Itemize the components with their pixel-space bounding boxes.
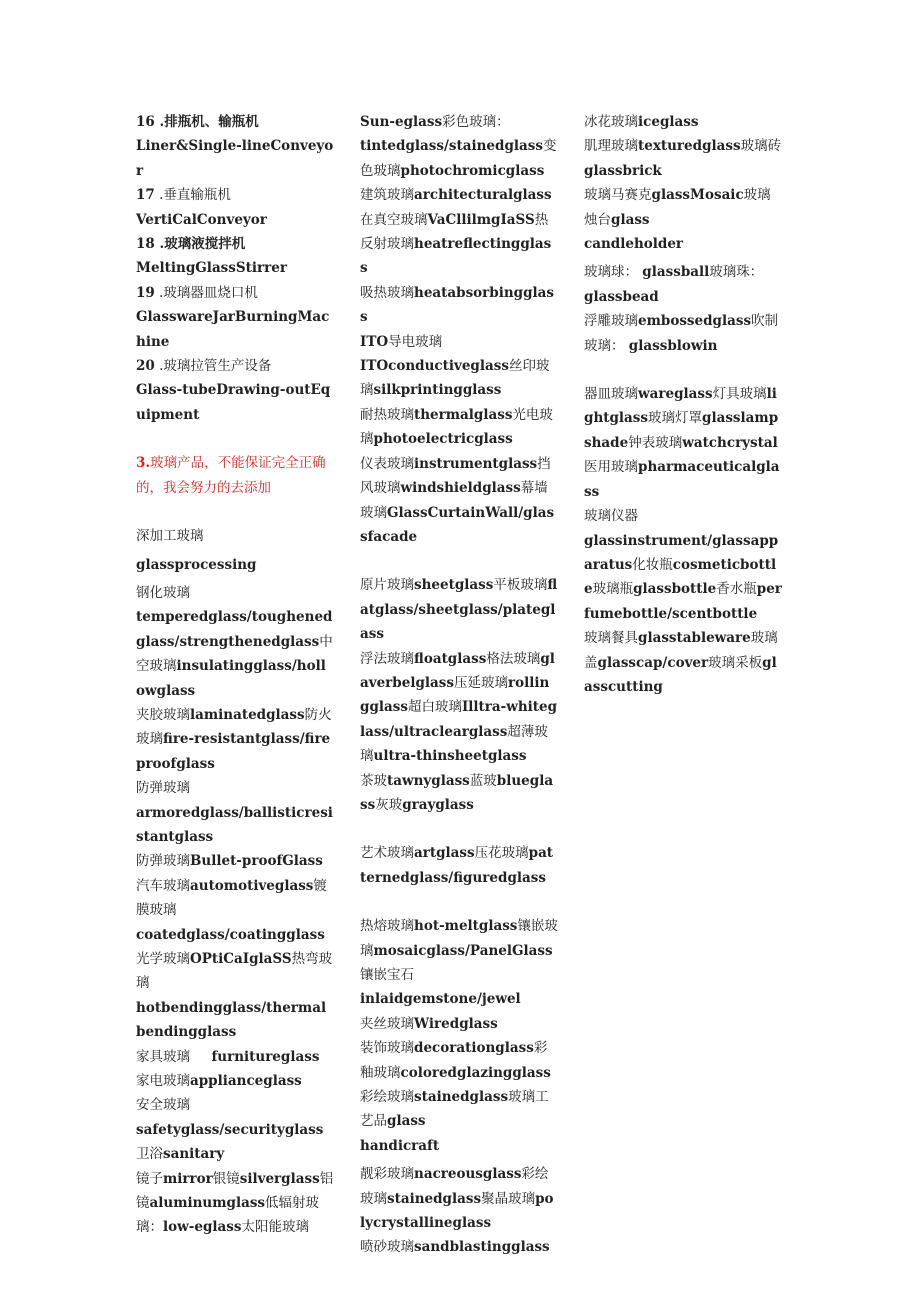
term-cn: 玻璃马赛克	[584, 187, 652, 204]
glossary-paragraph	[360, 841, 558, 890]
term-cn: 吸热玻璃	[360, 284, 414, 301]
term-cn: 防火玻璃	[136, 706, 332, 748]
term-en: pharmaceuticalglass	[584, 459, 780, 500]
term-en: furnitureglass	[211, 1048, 320, 1065]
term-en: Wiredglass	[414, 1015, 498, 1032]
term-cn: 热反射玻璃	[360, 211, 549, 253]
item-text-en: Liner&Single-lineConveyor	[136, 138, 334, 179]
term-cn: 钢化玻璃	[136, 584, 190, 601]
term-en: glassinstrument/glassapparatus	[584, 532, 779, 573]
glossary-paragraph	[360, 1036, 558, 1085]
term-cn: 挡风玻璃	[360, 455, 551, 497]
glossary-paragraph	[584, 626, 782, 699]
term-en: mosaicglass/PanelGlass	[373, 942, 553, 959]
term-en: mirror	[163, 1170, 213, 1187]
term-en: heatabsorbingglass	[360, 284, 555, 326]
term-cn: 喷砂玻璃	[360, 1239, 414, 1256]
item-number: 16	[136, 114, 155, 130]
term-en: polycrystallineglass	[360, 1190, 554, 1232]
term-en: glasscap/cover	[597, 654, 709, 671]
term-cn: 深加工玻璃	[136, 528, 204, 545]
term-cn: 装饰玻璃	[360, 1040, 414, 1057]
term-cn: 镜子	[136, 1170, 163, 1187]
term-en: photoelectricglass	[373, 431, 513, 448]
term-en: iceglass	[638, 114, 699, 130]
glossary-paragraph	[360, 134, 558, 183]
term-en: insulatingglass/hollowglass	[136, 658, 326, 699]
term-en: photochromicglass	[400, 162, 545, 179]
term-en: thermalglass	[414, 406, 513, 423]
term-cn: 玻璃球：	[584, 264, 638, 281]
term-en: flatglass/sheetglass/plateglass	[360, 577, 558, 643]
term-cn: 浮法玻璃	[360, 650, 414, 667]
term-en: low-eglass	[163, 1219, 242, 1236]
glossary-paragraph	[136, 874, 334, 923]
item-number: 17	[136, 187, 155, 204]
term-cn: 家电玻璃	[136, 1073, 190, 1090]
term-cn: 艺术玻璃	[360, 845, 414, 862]
term-en: lightglass	[584, 386, 777, 427]
term-en: VaCllilmgIaSS	[427, 211, 535, 228]
term-en: candleholder	[584, 236, 684, 253]
term-cn: 化妆瓶	[632, 556, 673, 573]
term-en: glaverbelglass	[360, 650, 555, 691]
term-en: aluminumglass	[149, 1195, 266, 1212]
term-cn: 灯具玻璃	[712, 386, 767, 403]
term-cn: 仪表玻璃	[360, 455, 414, 472]
term-en: OPtiCaIglaSS	[190, 951, 292, 967]
text-column-1	[136, 110, 334, 1240]
term-en: ITOconductiveglass	[360, 358, 509, 375]
term-en: safetyglass/securityglass	[136, 1121, 324, 1138]
list-item-20	[136, 354, 334, 378]
glossary-paragraph	[136, 1167, 334, 1240]
term-en: instrumentglass	[414, 455, 538, 472]
glossary-paragraph	[136, 1069, 334, 1093]
term-en: glassbottle	[633, 581, 717, 598]
term-en: tintedglass/stainedglass	[360, 138, 543, 155]
term-cn: 卫浴	[136, 1146, 163, 1163]
term-cn: 丝印玻璃	[360, 358, 550, 399]
term-cn: 玻璃瓶	[592, 581, 634, 598]
term-en: ITO	[360, 333, 389, 350]
glossary-paragraph	[360, 1012, 558, 1036]
glossary-paragraph	[360, 914, 558, 963]
term-cn: 中空玻璃	[136, 633, 333, 675]
glossary-paragraph	[584, 183, 782, 256]
term-cn: 超薄玻璃	[360, 723, 548, 765]
term-en: decorationglass	[414, 1040, 534, 1057]
glossary-paragraph	[136, 1045, 334, 1069]
term-cn: 彩色玻璃：	[442, 114, 510, 130]
glossary-paragraph	[584, 260, 782, 309]
item-number: 18	[136, 236, 155, 253]
item-number: 20	[136, 358, 155, 375]
item-number: 19	[136, 284, 155, 301]
term-cn: 银镜	[212, 1170, 240, 1187]
term-en: texturedglass	[638, 138, 741, 155]
term-en: embossedglass	[638, 313, 752, 330]
section-number: 3.	[136, 455, 151, 472]
term-cn: 汽车玻璃	[136, 877, 190, 894]
glossary-paragraph	[360, 354, 558, 403]
term-cn: 浮雕玻璃	[584, 313, 638, 330]
term-en: blueglass	[360, 772, 554, 813]
term-cn: 玻璃工艺品	[360, 1089, 549, 1130]
term-cn: 冰花玻璃	[584, 114, 638, 130]
term-en: stainedglass	[414, 1089, 509, 1106]
term-cn: 器皿玻璃	[584, 386, 638, 403]
term-en: glass	[611, 211, 650, 228]
term-en: sheetglass	[414, 577, 494, 594]
term-cn: 变色玻璃	[360, 138, 557, 179]
term-cn: 玻璃珠：	[709, 264, 764, 281]
term-cn: 茶玻	[360, 772, 387, 789]
term-cn: 原片玻璃	[360, 577, 414, 594]
item-text-cn: .玻璃拉管生产设备	[154, 358, 272, 375]
term-cn: 玻璃烛台	[584, 187, 771, 228]
term-cn: 靓彩玻璃	[360, 1166, 414, 1183]
glossary-paragraph	[360, 647, 558, 769]
glossary-paragraph	[584, 134, 782, 183]
glossary-paragraph	[584, 309, 782, 358]
term-cn: 耐热玻璃	[360, 406, 414, 423]
glossary-paragraph	[136, 605, 334, 703]
text-column-2	[360, 110, 558, 1260]
glossary-paragraph	[136, 1142, 334, 1166]
term-cn: 超白玻璃	[407, 699, 462, 716]
term-en: watchcrystal	[682, 434, 778, 451]
term-cn: 玻璃砖	[740, 138, 782, 155]
term-cn: 幕墙玻璃	[360, 480, 548, 521]
term-cn: 玻璃盖	[584, 630, 778, 671]
term-cn: 在真空玻璃	[360, 211, 428, 228]
glossary-paragraph	[360, 183, 558, 281]
term-en: sandblastingglass	[414, 1239, 550, 1256]
term-en: perfumebottle/scentbottle	[584, 581, 782, 622]
term-cn: 夹胶玻璃	[136, 706, 190, 723]
term-cn: 安全玻璃	[136, 1097, 190, 1114]
term-cn: 镀膜玻璃	[136, 877, 327, 919]
term-cn: 玻璃采板	[708, 654, 763, 671]
term-en: windshieldglass	[400, 480, 521, 497]
term-cn: 镶嵌宝石	[360, 967, 414, 983]
term-cn: 格法玻璃	[486, 650, 541, 667]
term-en: coatedglass/coatingglass	[136, 926, 325, 943]
term-cn: 低辐射玻璃：	[136, 1195, 320, 1236]
term-cn: 聚晶玻璃	[481, 1190, 536, 1207]
term-en: architecturalglass	[414, 187, 552, 204]
item-text-en: Glass-tubeDrawing-outEquipment	[136, 382, 331, 423]
item-text-cn: .垂直输瓶机	[154, 187, 231, 204]
term-en: inlaidgemstone/jewel	[360, 991, 521, 1008]
term-cn: 平板玻璃	[493, 577, 548, 594]
term-en: laminatedglass	[190, 706, 305, 723]
term-en: stainedglass	[387, 1190, 482, 1207]
term-en: glasscutting	[584, 654, 777, 695]
glossary-paragraph	[360, 573, 558, 646]
term-cn: 建筑玻璃	[360, 187, 414, 204]
term-en: fire-resistantglass/fireproofglass	[136, 731, 331, 772]
term-en: glassbrick	[584, 162, 662, 179]
glossary-paragraph	[360, 403, 558, 452]
term-cn: 彩绘玻璃	[360, 1089, 414, 1106]
glossary-paragraph	[136, 947, 334, 996]
term-en: grayglass	[402, 796, 474, 813]
term-en: automotiveglass	[190, 877, 314, 894]
term-cn: 玻璃仪器	[584, 508, 638, 525]
term-en: glasslampshade	[584, 410, 779, 451]
term-cn: 太阳能玻璃	[241, 1219, 309, 1236]
term-en: applianceglass	[190, 1073, 302, 1090]
glossary-paragraph	[584, 529, 782, 627]
term-cn: 铝镜	[136, 1170, 334, 1212]
term-en: cosmeticbottle	[584, 556, 777, 598]
glossary-paragraph	[360, 452, 558, 550]
term-en: heatreflectingglass	[360, 236, 552, 277]
glossary-paragraph	[360, 110, 558, 134]
term-cn: 蓝玻	[469, 772, 497, 789]
term-cn: 家具玻璃	[136, 1048, 190, 1065]
term-cn: 压延玻璃	[453, 674, 508, 691]
term-en: glassbead	[584, 288, 659, 305]
term-en: wareglass	[638, 386, 713, 403]
term-cn: 彩绘玻璃	[360, 1166, 549, 1207]
term-cn: 玻璃灯罩	[648, 410, 703, 427]
term-en: coloredglazingglass	[400, 1064, 551, 1081]
term-en: glassprocessing	[136, 556, 257, 573]
term-en: Bullet-proofGlass	[190, 853, 323, 870]
term-cn: 防弹玻璃	[136, 853, 190, 870]
item-text-en: GlasswareJarBurningMachine	[136, 309, 330, 350]
term-cn: 防弹玻璃	[136, 780, 190, 797]
term-en: glass	[387, 1113, 426, 1130]
term-cn: 玻璃餐具	[584, 630, 638, 647]
term-cn: 灰玻	[375, 796, 403, 813]
term-en: nacreousglass	[414, 1166, 522, 1183]
term-en: silkprintingglass	[373, 382, 502, 399]
term-en: ultra-thinsheetglass	[373, 748, 527, 765]
list-item-19	[136, 281, 334, 305]
section-note	[136, 451, 334, 500]
glossary-paragraph	[360, 1235, 558, 1259]
term-cn: 医用玻璃	[584, 459, 638, 476]
term-en: rollingglass	[360, 674, 550, 716]
glossary-paragraph	[360, 769, 558, 818]
section-note-text: 玻璃产品，不能保证完全正确的，我会努力的去添加	[136, 455, 326, 496]
glossary-paragraph	[136, 703, 334, 776]
list-item-16	[136, 110, 334, 134]
term-cn: 光电玻璃	[360, 406, 553, 448]
item-text-en: VertiCalConveyor	[136, 211, 267, 228]
item-text-en: MeltingGlassStirrer	[136, 260, 287, 277]
term-en: handicraft	[360, 1137, 440, 1154]
term-en: hot-meltglass	[414, 918, 518, 935]
item-text-cn: .玻璃器皿烧口机	[154, 284, 258, 301]
term-en: artglass	[414, 845, 475, 862]
term-cn: 吹制玻璃：	[584, 313, 779, 354]
list-item-17	[136, 183, 334, 207]
term-cn: 热熔玻璃	[360, 918, 414, 935]
term-cn: 压花玻璃	[474, 845, 529, 862]
term-en: glassMosaic	[651, 187, 744, 204]
term-en: glassblowin	[628, 337, 718, 354]
term-cn: 钟表玻璃	[628, 434, 683, 451]
term-cn: 夹丝玻璃	[360, 1015, 414, 1032]
term-en: Illtra-whiteglass/ultraclearglass	[360, 699, 558, 740]
term-cn: 光学玻璃	[136, 951, 190, 967]
item-text-cn: .排瓶机、输瓶机	[154, 114, 259, 130]
list-item-18	[136, 232, 334, 256]
term-cn: 肌理玻璃	[584, 138, 638, 155]
text-column-3	[584, 110, 782, 699]
term-en: sanitary	[163, 1146, 225, 1163]
term-en: temperedglass/toughenedglass/strengthenedglass	[136, 609, 333, 650]
term-en: Sun-eglass	[360, 114, 443, 130]
glossary-paragraph	[360, 330, 558, 354]
term-en: hotbendingglass/thermalbendingglass	[136, 999, 327, 1041]
term-en: GlassCurtainWall/glassfacade	[360, 504, 555, 545]
term-en: silverglass	[239, 1170, 320, 1187]
term-en: tawnyglass	[387, 772, 470, 789]
glossary-paragraph	[360, 281, 558, 330]
item-text-cn: .玻璃液搅拌机	[154, 236, 246, 253]
term-en: glassball	[642, 264, 710, 281]
glossary-paragraph	[584, 110, 782, 134]
term-cn: 香水瓶	[716, 581, 757, 598]
term-en: floatglass	[414, 650, 487, 667]
glossary-paragraph	[136, 849, 334, 873]
glossary-paragraph	[584, 382, 782, 504]
term-cn: 热弯玻璃	[136, 951, 333, 992]
term-en: glasstableware	[638, 630, 751, 647]
term-en: armoredglass/ballisticresistantglass	[136, 804, 333, 845]
term-cn: 镶嵌玻璃	[360, 918, 558, 959]
glossary-paragraph	[360, 1162, 558, 1235]
term-en: patternedglass/figuredglass	[360, 845, 554, 886]
term-cn: 彩釉玻璃	[360, 1040, 548, 1081]
glossary-paragraph	[360, 1085, 558, 1158]
term-cn: 导电玻璃	[388, 333, 443, 350]
